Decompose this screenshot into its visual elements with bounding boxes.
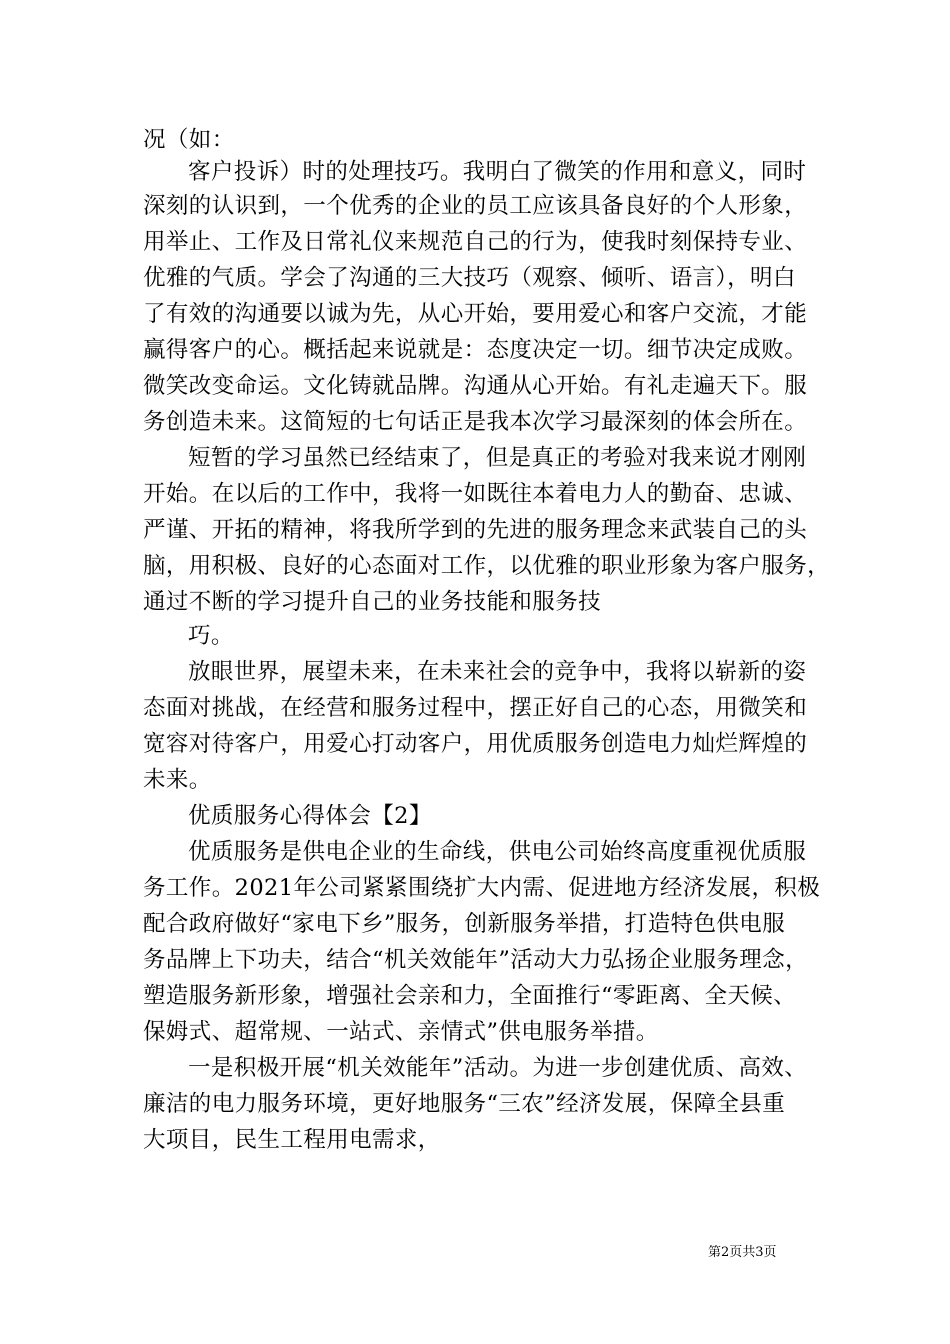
text-line: 用举止、工作及日常礼仪来规范自己的行为，使我时刻保持专业、 [143, 229, 808, 255]
text-line: 优质服务是供电企业的生命线，供电公司始终高度重视优质服 [188, 839, 807, 865]
text-line: 短暂的学习虽然已经结束了，但是真正的考验对我来说才刚刚 [188, 445, 807, 471]
text-line: 大项目，民生工程用电需求， [143, 1127, 441, 1153]
text-line: 务创造未来。这简短的七句话正是我本次学习最深刻的体会所在。 [143, 409, 808, 435]
text-line: 赢得客户的心。概括起来说就是：态度决定一切。细节决定成败。 [143, 337, 808, 363]
text-line: 塑造服务新形象，增强社会亲和力，全面推行“零距离、全天候、 [143, 983, 797, 1009]
text-line: 务品牌上下功夫，结合“机关效能年”活动大力弘扬企业服务理念， [143, 947, 809, 973]
text-line: 了有效的沟通要以诚为先，从心开始，要用爱心和客户交流，才能 [143, 301, 808, 327]
section-heading: 优质服务心得体会【2】 [188, 803, 432, 829]
text-line: 放眼世界，展望未来，在未来社会的竞争中，我将以崭新的姿 [188, 659, 807, 685]
text-line: 廉洁的电力服务环境，更好地服务“三农”经济发展，保障全县重 [143, 1091, 786, 1117]
text-line: 一是积极开展“机关效能年”活动。为进一步创建优质、高效、 [188, 1055, 808, 1081]
text-line: 未来。 [143, 767, 212, 793]
text-line: 况（如： [143, 127, 235, 153]
text-line: 通过不断的学习提升自己的业务技能和服务技 [143, 589, 602, 615]
text-line: 深刻的认识到，一个优秀的企业的员工应该具备良好的个人形象， [143, 193, 808, 219]
text-line: 务工作。2021年公司紧紧围绕扩大内需、促进地方经济发展，积极 [143, 875, 821, 901]
text-line: 巧。 [188, 623, 234, 649]
page-number: 第2页共3页 [708, 1245, 777, 1260]
text-line: 态面对挑战，在经营和服务过程中，摆正好自己的心态，用微笑和 [143, 695, 808, 721]
text-line: 保姆式、超常规、一站式、亲情式”供电服务举措。 [143, 1019, 659, 1045]
text-line: 宽容对待客户，用爱心打动客户，用优质服务创造电力灿烂辉煌的 [143, 731, 808, 757]
text-line: 客户投诉）时的处理技巧。我明白了微笑的作用和意义，同时 [188, 159, 807, 185]
text-line: 脑，用积极、良好的心态面对工作，以优雅的职业形象为客户服务， [143, 553, 831, 579]
text-line: 严谨、开拓的精神，将我所学到的先进的服务理念来武装自己的头 [143, 517, 808, 543]
text-line: 配合政府做好“家电下乡”服务，创新服务举措，打造特色供电服 [143, 911, 786, 937]
text-line: 开始。在以后的工作中，我将一如既往本着电力人的勤奋、忠诚、 [143, 481, 808, 507]
text-line: 优雅的气质。学会了沟通的三大技巧（观察、倾听、语言），明白 [143, 265, 796, 291]
text-line: 微笑改变命运。文化铸就品牌。沟通从心开始。有礼走遍天下。服 [143, 373, 808, 399]
